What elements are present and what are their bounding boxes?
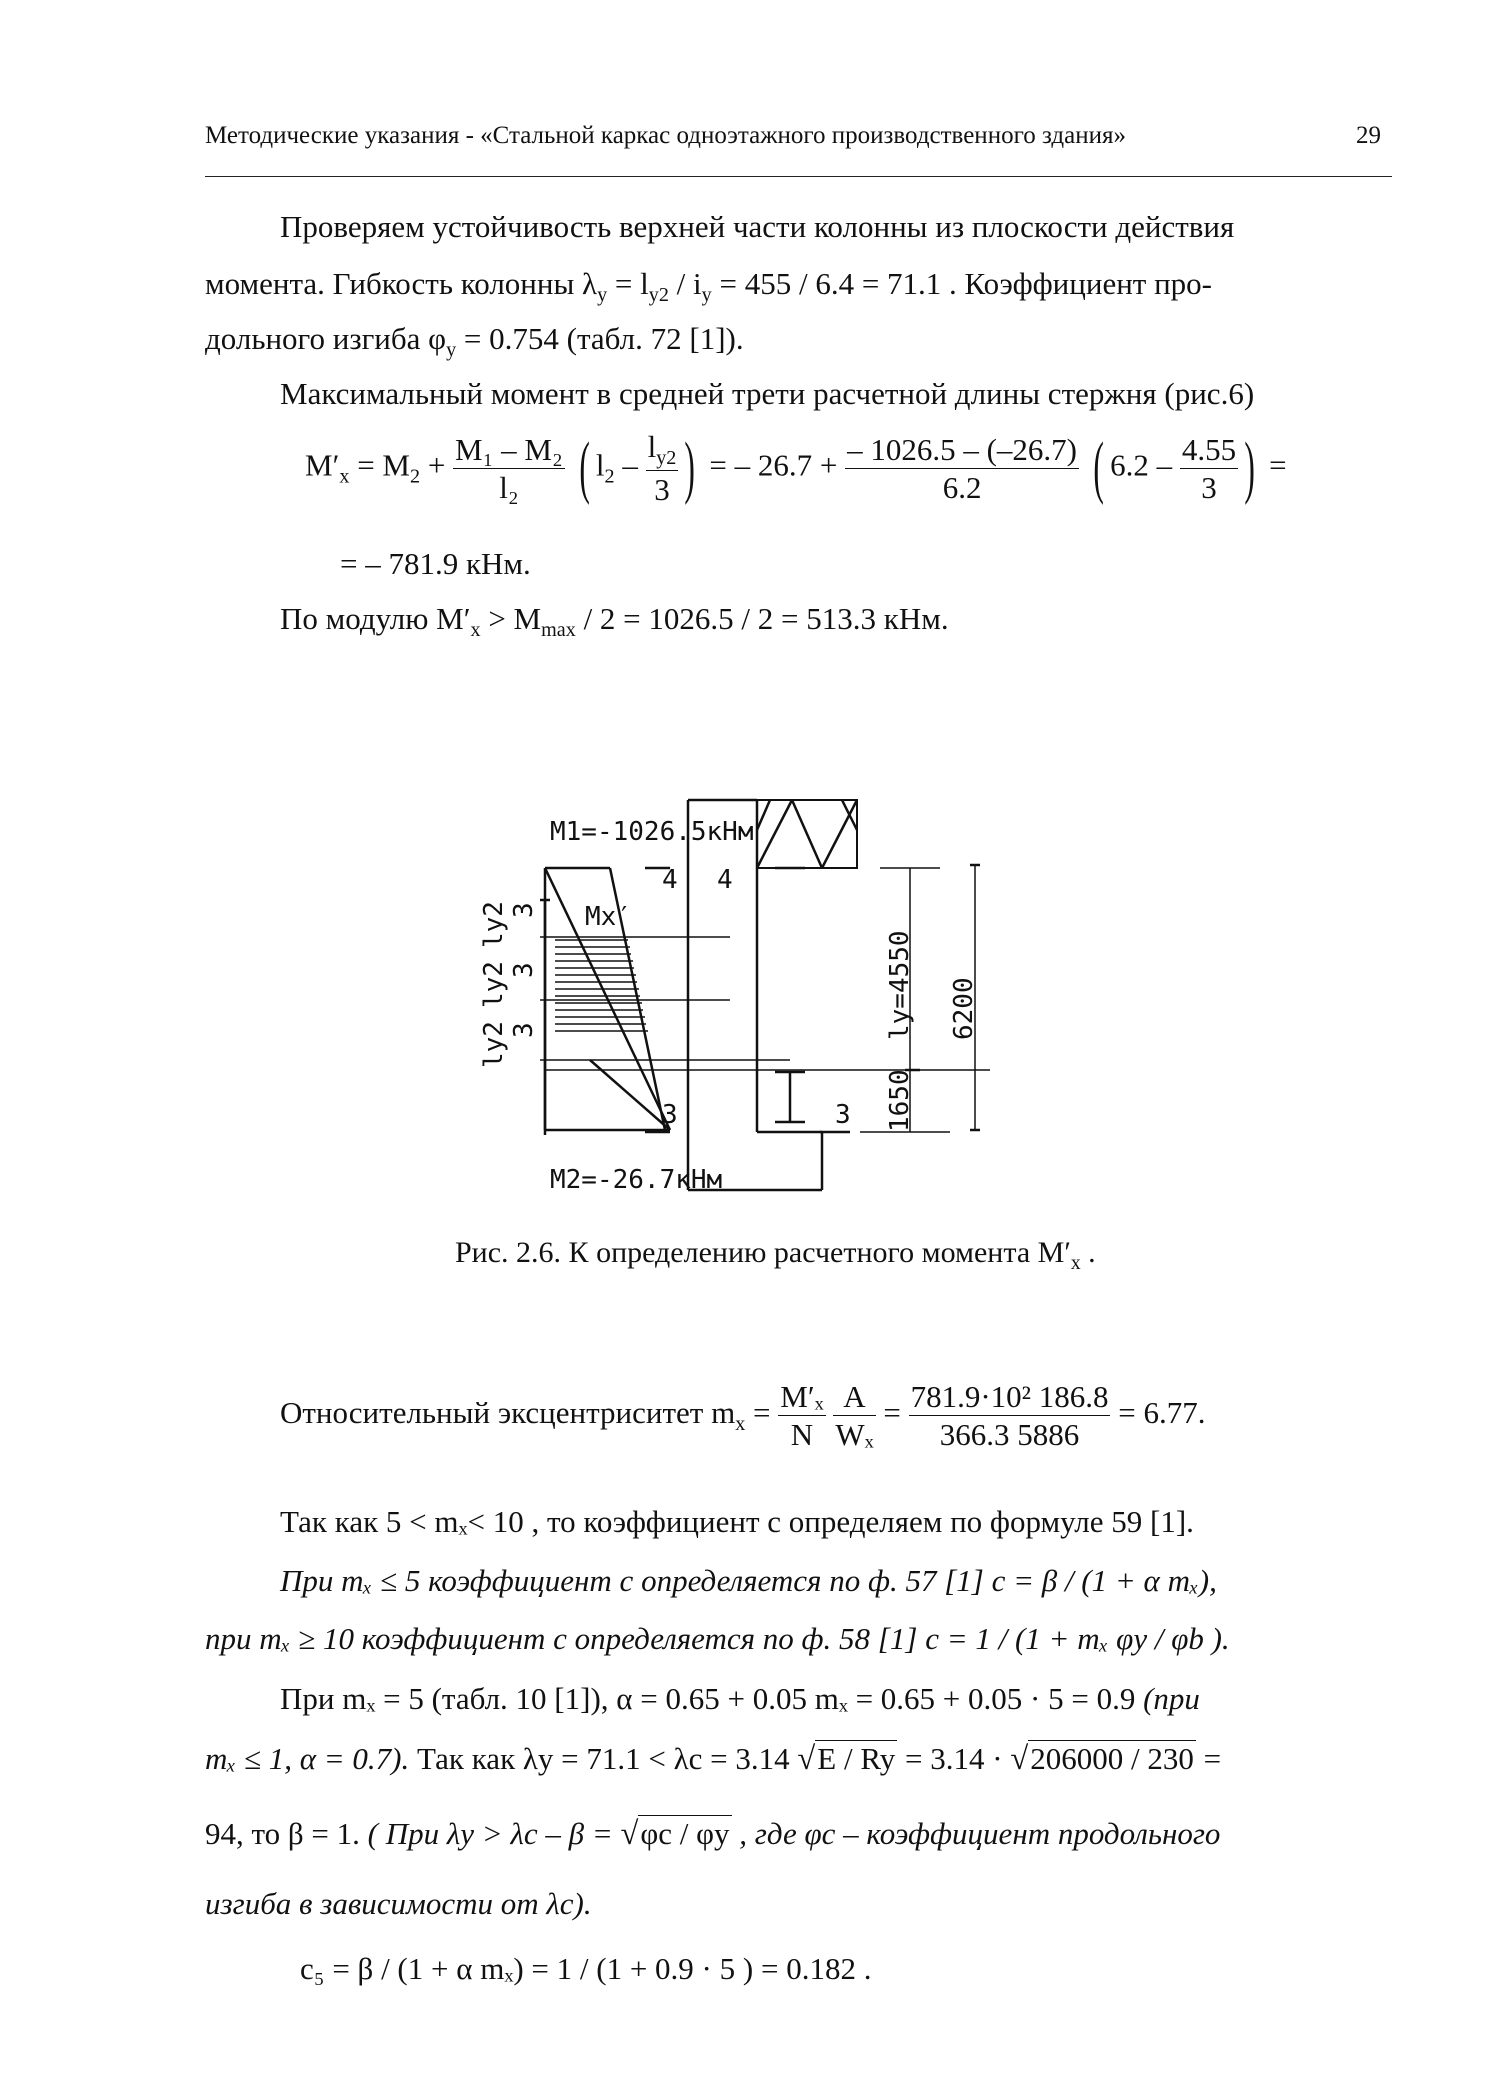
- m1-label: M1=-1026.5кНм: [550, 817, 754, 847]
- section-3-right: 3: [835, 1100, 851, 1130]
- three-label-2: 3: [509, 962, 539, 978]
- page-number: 29: [1356, 122, 1381, 149]
- figure-2-6: [430, 740, 1190, 1220]
- figure-caption: Рис. 2.6. К определению расчетного момента $M'_x$ .: [455, 1236, 1096, 1274]
- mx-label: Mx′: [585, 902, 632, 932]
- dim-1650: 1650: [885, 1069, 915, 1132]
- three-label-1: 3: [509, 902, 539, 918]
- equation-mx: $M'_x = M_2$ + $\frac{\text{M₁ – M₂}}{\text{l₂}}$ ( $l_2$ – $\frac{l_{y2}}{3}$ ) = – 26.7 + $\frac{- 1026.5 - (-26.7)}{6.2}$ ( 6.2 – $\frac{4.55}{3}$ ) =: [305, 429, 1287, 508]
- paragraph-8: mₓ ≤ 1, α = 0.7). Так как λy = 71.1 < λc = 3.14 √E / Ry = 3.14 · √206000 / 230 =: [205, 1741, 1222, 1777]
- three-label-3: 3: [509, 1022, 539, 1038]
- paragraph-3: По модулю $M'_x > M_{max} / 2 = 1026.5 / 2 = 513.3$ кНм.: [280, 601, 949, 642]
- dim-ly: ly=4550: [885, 930, 915, 1040]
- paragraph-1-line-3: дольного изгиба $\varphi_y = 0.754$ (табл. 72 [1]).: [205, 321, 744, 362]
- ly2-label-3: ly2: [479, 1021, 509, 1068]
- paragraph-9: 94, то β = 1. ( При λy > λc – β = √φc / φy , где φc – коэффициент продольного: [205, 1816, 1221, 1852]
- paragraph-2: Максимальный момент в средней трети расчетной длины стержня (рис.6): [280, 376, 1255, 411]
- paragraph-4: Так как 5 < mₓ< 10 , то коэффициент с определяем по формуле 59 [1].: [280, 1504, 1194, 1539]
- paragraph-1-line-2: момента. Гибкость колонны $\lambda_y = l_{y2} / i_y = 455 / 6.4 = 71.1$ . Коэффициент про-: [205, 266, 1213, 307]
- paragraph-11: c₅ = β / (1 + α mₓ) = 1 / (1 + 0.9 · 5 ) = 0.182 .: [300, 1951, 872, 1986]
- m2-label: M2=-26.7кНм: [550, 1165, 723, 1195]
- section-3-left: 3: [662, 1100, 678, 1130]
- equation-mx-result: = – 781.9 кНм.: [340, 546, 531, 581]
- running-header: Методические указания - «Стальной каркас одноэтажного производственного здания»: [205, 122, 1126, 149]
- equation-mx-eccentricity: Относительный эксцентриситет $m_x$ = $\frac{\text{M′ₓ}}{N}$ $\frac{A}{\text{Wₓ}}$ = $\frac{\text{781.9·10² 186.8}}{366.3 5886}$ = 6.77.: [280, 1379, 1206, 1453]
- paragraph-1-line-1: Проверяем устойчивость верхней части колонны из плоскости действия: [280, 209, 1235, 244]
- paragraph-10: изгиба в зависимости от λc).: [205, 1886, 592, 1921]
- section-4-right: 4: [717, 865, 733, 895]
- paragraph-6: при mₓ ≥ 10 коэффициент с определяется по ф. 58 [1] с = 1 / (1 + mₓ φy / φb ).: [205, 1621, 1230, 1656]
- ly2-label-1: ly2: [479, 901, 509, 948]
- header-rule: [205, 176, 1392, 177]
- paragraph-5: При mₓ ≤ 5 коэффициент с определяется по ф. 57 [1] с = β / (1 + α mₓ),: [280, 1563, 1217, 1598]
- ly2-label-2: ly2: [479, 961, 509, 1008]
- dim-6200: 6200: [949, 977, 979, 1040]
- paragraph-7: При mₓ = 5 (табл. 10 [1]), α = 0.65 + 0.05 mₓ = 0.65 + 0.05 · 5 = 0.9 (при: [280, 1681, 1200, 1716]
- section-4-left: 4: [662, 865, 678, 895]
